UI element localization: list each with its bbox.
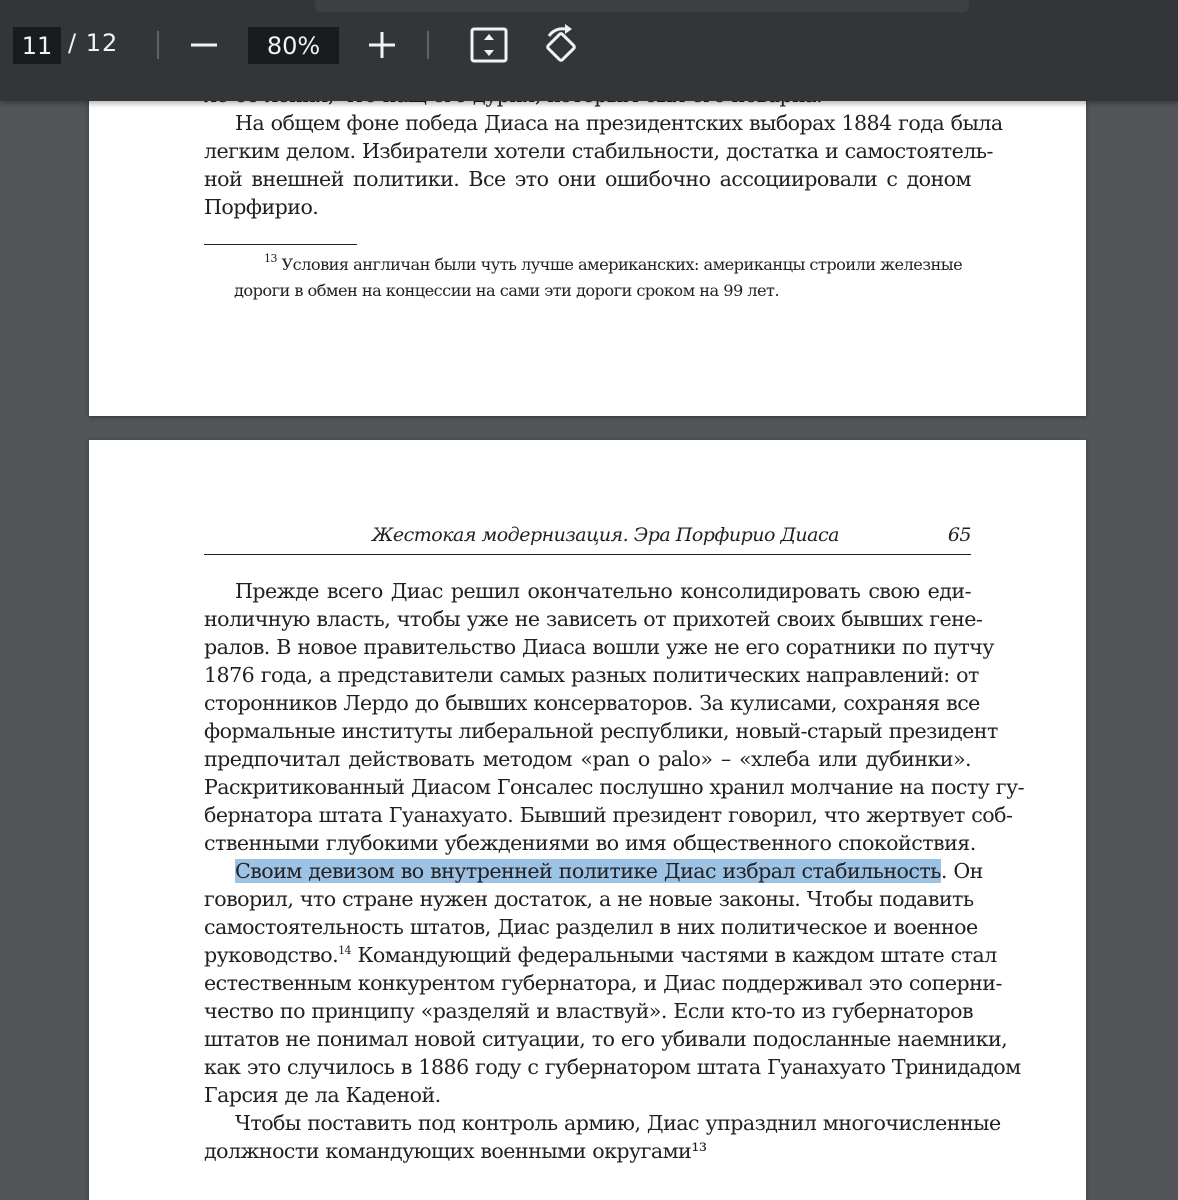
pdf-toolbar (0, 0, 1178, 101)
footnote-text-line: Условия англичан были чуть лучше американских: американцы строили железные (276, 255, 963, 274)
page-b-line: ноличную власть, чтобы уже не зависеть от прихотей своих бывших гене- (204, 607, 983, 631)
plus-icon (364, 27, 400, 63)
zoom-out-button[interactable] (186, 27, 222, 63)
rotate-button[interactable] (539, 24, 581, 66)
footnote-text-line: дороги в обмен на концессии на сами эти дороги сроком на 99 лет. (234, 281, 780, 300)
page-b-line: естественным конкурентом губернатора, и Диас поддерживал это соперни- (204, 971, 1002, 995)
line-fragment: руководство. (204, 943, 339, 967)
minus-icon (186, 27, 222, 63)
page-number-input[interactable] (13, 27, 61, 64)
page-b-line: Раскритикованный Диасом Гонсалес послушно хранил молчание на посту гу- (204, 775, 1025, 799)
line-fragment: Командующий федеральными частями в каждом штате стал (351, 943, 997, 967)
page-b-line: формальные институты либеральной республики, новый-старый президент (204, 719, 998, 743)
footnote-ref-14[interactable]: 14 (338, 944, 352, 957)
page-b-line: штатов не понимал новой ситуации, то его убивали подосланные наемники, (204, 1027, 1008, 1051)
page-b-line: сторонников Лердо до бывших консерваторов. За кулисами, сохраняя все (204, 691, 980, 715)
page-b-line: Чтобы поставить под контроль армию, Диас упразднил многочисленные (235, 1111, 1001, 1135)
page-b-body (204, 577, 1025, 1165)
page-a-line: Порфирио. (204, 195, 319, 219)
pdf-page-current (89, 440, 1086, 1200)
page-a-line: На общем фоне победа Диаса на президентских выборах 1884 года была (235, 111, 1003, 135)
page-b-line: предпочитал действовать методом «pan o palo» – «хлеба или дубинки». (204, 747, 971, 771)
page-b-line[interactable] (204, 857, 983, 885)
footnote-number: 13 (264, 252, 277, 265)
zoom-in-button[interactable] (364, 27, 400, 63)
zoom-level-input[interactable] (248, 27, 339, 64)
running-title: Жестокая модернизация. Эра Порфирио Диаса (372, 524, 839, 546)
toolbar-divider (157, 31, 159, 59)
fit-to-page-button[interactable] (469, 26, 509, 64)
text-selection-highlight[interactable]: Своим девизом во внутренней политике Диас избрал стабильность (235, 859, 941, 883)
toolbar-title-strip (315, 0, 969, 12)
page-b-line: самостоятельность штатов, Диас разделил в них политическое и военное (204, 915, 978, 939)
page-b-line: Гарсия де ла Каденой. (204, 1083, 441, 1107)
page-a-line: легким делом. Избиратели хотели стабильности, достатка и самостоятель- (204, 139, 993, 163)
page-b-line-rest: . Он (940, 859, 983, 883)
page-b-line-cut: должности командующих военными округами¹³ (204, 1139, 707, 1163)
page-b-line: как это случилось в 1886 году с губернатором штата Гуанахуато Тринидадом (204, 1055, 1021, 1079)
page-number: 65 (947, 524, 971, 546)
page-b-line (204, 941, 997, 969)
page-b-line: ралов. В новое правительство Диаса вошли уже не его соратники по путчу (204, 635, 994, 659)
running-header (204, 524, 971, 555)
fit-page-icon (469, 26, 509, 64)
page-a-body (204, 81, 1003, 221)
page-b-line: говорил, что стране нужен достаток, а не новые законы. Чтобы подавить (204, 887, 974, 911)
footnote-rule (204, 244, 357, 245)
page-b-line: бернатора штата Гуанахуато. Бывший президент говорил, что жертвует соб- (204, 803, 1013, 827)
page-b-line: Прежде всего Диас решил окончательно консолидировать свою еди- (235, 579, 971, 603)
page-b-line: ственными глубокими убеждениями во имя общественного спокойствия. (204, 831, 976, 855)
footnote-13 (234, 252, 971, 304)
page-a-line: ной внешней политики. Все это они ошибочно ассоциировали с доном (204, 167, 971, 191)
toolbar-divider (427, 31, 429, 59)
page-total-label: / 12 (68, 29, 119, 57)
rotate-icon (539, 24, 581, 66)
page-b-line: 1876 года, а представители самых разных политических направлений: от (204, 663, 979, 687)
page-b-line: чество по принципу «разделяй и властвуй». Если кто-то из губернаторов (204, 999, 974, 1023)
